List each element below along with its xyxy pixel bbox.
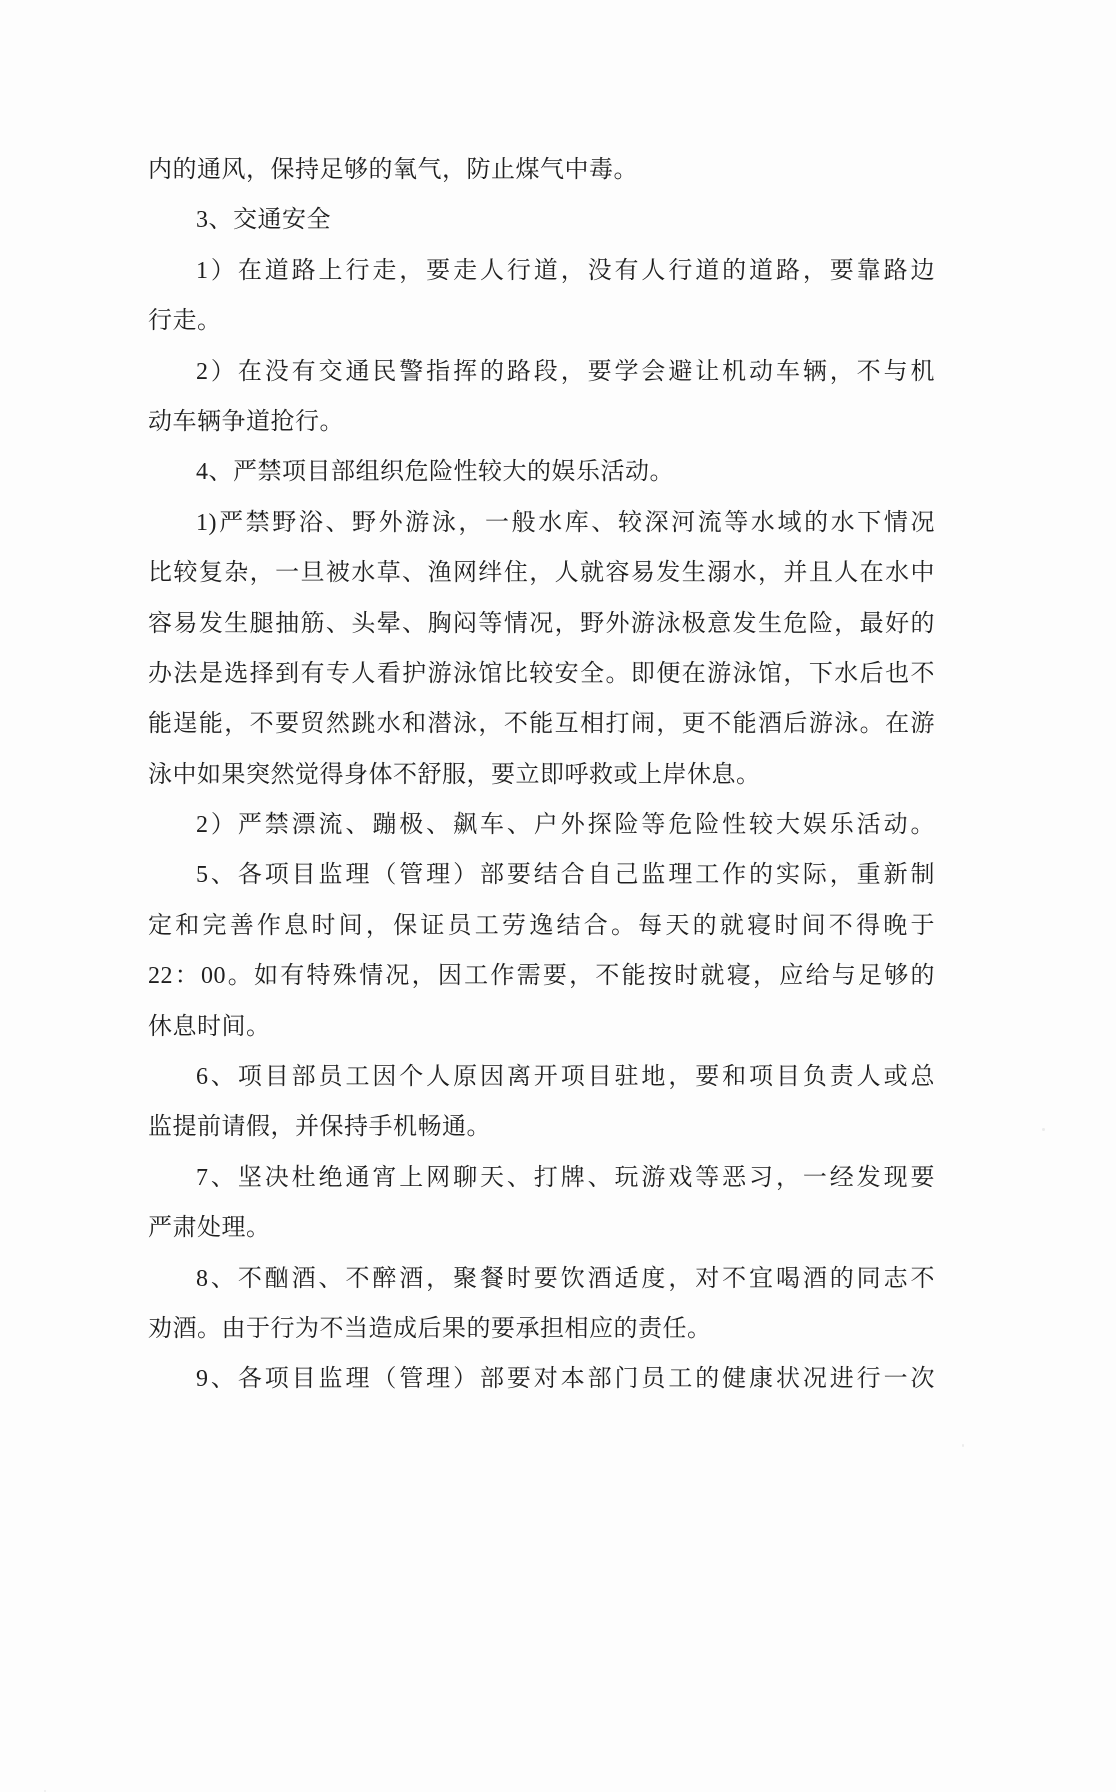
text-line: 4、严禁项目部组织危险性较大的娱乐活动。 (196, 459, 674, 486)
text-line: 5、各项目监理（管理）部要结合自己监理工作的实际，重新制 (196, 862, 935, 889)
text-line: 2）在没有交通民警指挥的路段，要学会避让机动车辆，不与机 (196, 358, 935, 385)
text-line: 3、交通安全 (196, 207, 331, 234)
text-line: 内的通风，保持足够的氧气，防止煤气中毒。 (148, 157, 638, 183)
scan-speck (962, 1444, 964, 1447)
text-line: 容易发生腿抽筋、头晕、胸闷等情况，野外游泳极意发生危险，最好的 (148, 610, 935, 637)
text-line: 6、项目部员工因个人原因离开项目驻地，要和项目负责人或总 (196, 1064, 935, 1091)
text-line: 严肃处理。 (148, 1215, 271, 1242)
text-line: 9、各项目监理（管理）部要对本部门员工的健康状况进行一次 (196, 1366, 935, 1393)
text-line: 2）严禁漂流、蹦极、飙车、户外探险等危险性较大娱乐活动。 (196, 812, 935, 839)
text-line: 7、坚决杜绝通宵上网聊天、打牌、玩游戏等恶习，一经发现要 (196, 1164, 935, 1191)
text-block (148, 145, 935, 1405)
text-line: 泳中如果突然觉得身体不舒服，要立即呼救或上岸休息。 (148, 761, 761, 788)
text-line: 8、不酗酒、不醉酒，聚餐时要饮酒适度，对不宜喝酒的同志不 (196, 1265, 935, 1292)
text-line: 1）在道路上行走，要走人行道，没有人行道的道路，要靠路边 (196, 257, 935, 284)
text-line: 行走。 (148, 308, 222, 335)
text-line: 能逞能，不要贸然跳水和潜泳，不能互相打闹，更不能酒后游泳。在游 (148, 711, 935, 738)
text-line: 比较复杂，一旦被水草、渔网绊住，人就容易发生溺水，并且人在水中 (148, 560, 935, 587)
text-line: 1)严禁野浴、野外游泳，一般水库、较深河流等水域的水下情况 (196, 509, 935, 536)
text-line: 监提前请假，并保持手机畅通。 (148, 1114, 491, 1141)
text-line: 办法是选择到有专人看护游泳馆比较安全。即便在游泳馆，下水后也不 (148, 660, 935, 687)
text-line: 休息时间。 (148, 1013, 271, 1040)
scan-speck (1042, 1128, 1045, 1131)
text-line: 定和完善作息时间，保证员工劳逸结合。每天的就寝时间不得晚于 (148, 912, 935, 939)
text-line: 22：00。如有特殊情况，因工作需要，不能按时就寝，应给与足够的 (148, 963, 935, 990)
text-line: 劝酒。由于行为不当造成后果的要承担相应的责任。 (148, 1315, 712, 1342)
text-line: 动车辆争道抢行。 (148, 408, 344, 435)
